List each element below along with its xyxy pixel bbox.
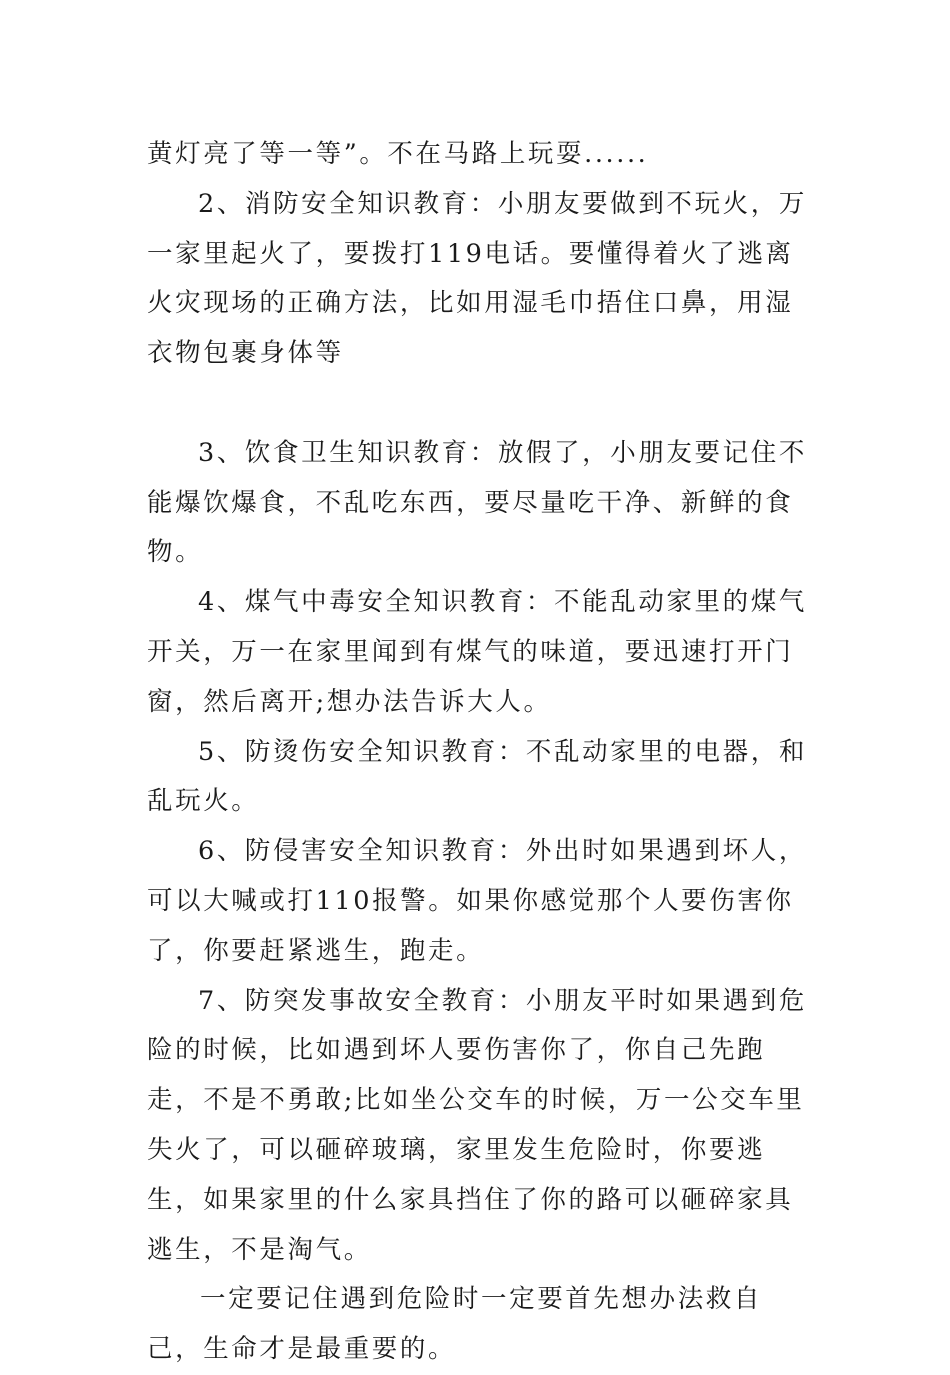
- paragraph-burn-prevention: 5、防烫伤安全知识教育：不乱动家里的电器，和乱玩火。: [147, 736, 807, 817]
- paragraph-conclusion: 一定要记住遇到危险时一定要首先想办法救自己，生命才是最重要的。: [147, 1284, 763, 1365]
- paragraph-harm-prevention: 6、防侵害安全知识教育：外出时如果遇到坏人，可以大喊或打110报警。如果你感觉那个人要伤害你了，你要赶紧逃生，跑走。: [147, 836, 807, 966]
- paragraph-gas-poisoning: 4、煤气中毒安全知识教育：不能乱动家里的煤气开关，万一在家里闻到有煤气的味道，要迅速打开门窗，然后离开;想办法告诉大人。: [147, 587, 807, 717]
- paragraph-fire-safety: 2、消防安全知识教育：小朋友要做到不玩火，万一家里起火了，要拨打119电话。要懂得着火了逃离火灾现场的正确方法，比如用湿毛巾捂住口鼻，用湿衣物包裹身体等: [147, 188, 807, 369]
- paragraph-continuation: 黄灯亮了等一等”。不在马路上玩耍......: [147, 139, 649, 169]
- paragraph-emergency-safety: 7、防突发事故安全教育：小朋友平时如果遇到危险的时候，比如遇到坏人要伤害你了，你自己先跑走，不是不勇敢;比如坐公交车的时候，万一公交车里失火了，可以砸碎玻璃，家里发生危险时，你要逃生，如果家里的什么家具挡住了你的路可以砸碎家具逃生，不是淘气。: [147, 985, 807, 1265]
- paragraph-food-hygiene: 3、饮食卫生知识教育：放假了，小朋友要记住不能爆饮爆食，不乱吃东西，要尽量吃干净、新鲜的食物。: [147, 437, 807, 568]
- paragraph-spacer: [147, 379, 812, 429]
- document-body: [147, 130, 812, 1375]
